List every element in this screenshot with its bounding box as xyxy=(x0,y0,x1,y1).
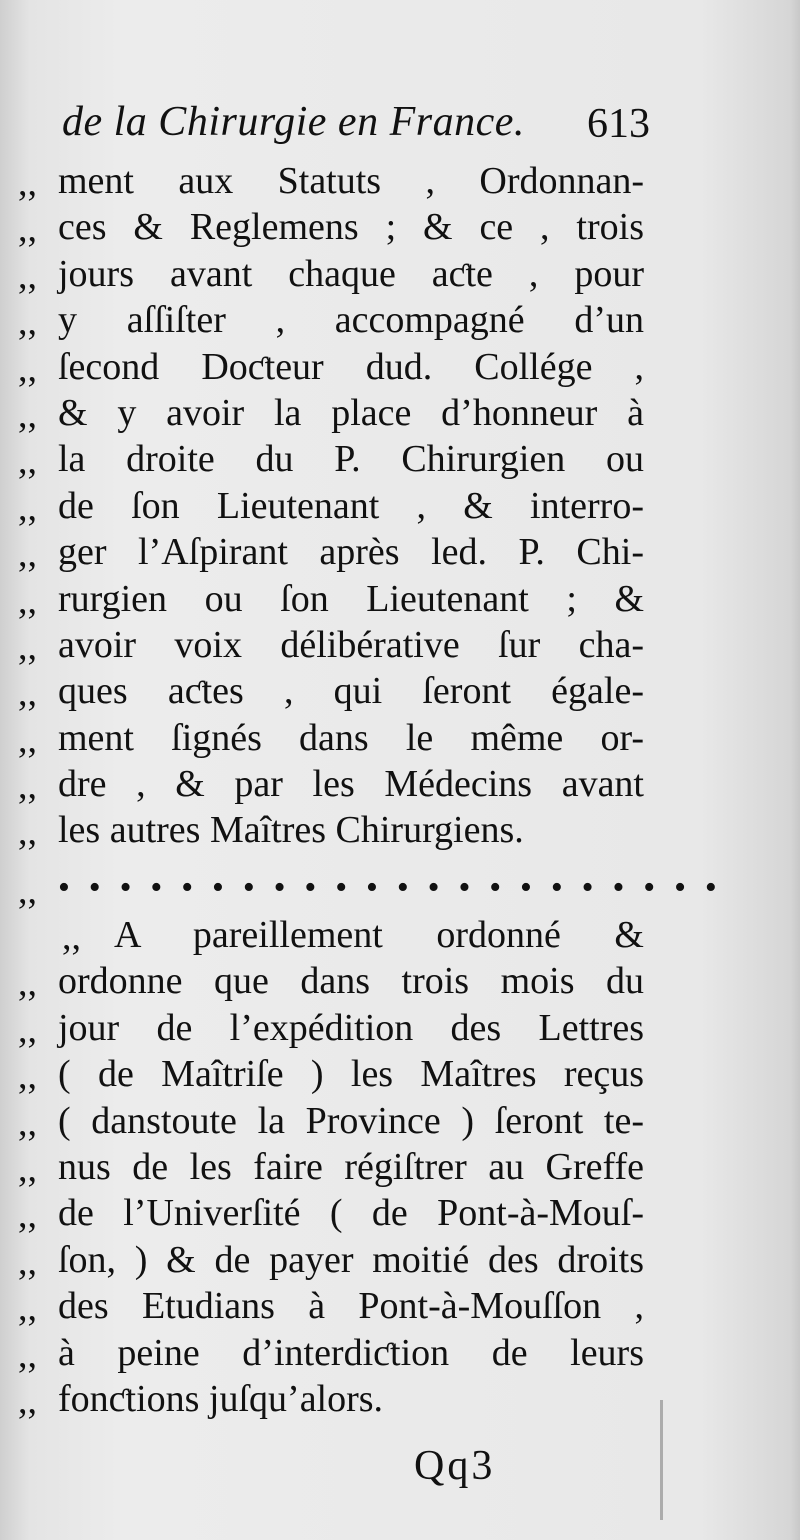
quote-mark: ,, xyxy=(18,625,37,668)
page-number: 613 xyxy=(587,101,650,147)
line-text: des Etudians à Pont-à-Mouſſon , xyxy=(58,1285,644,1328)
line-text: & y avoir la place d’honneur à xyxy=(58,391,644,434)
quote-mark: ,, xyxy=(18,440,37,483)
text-line xyxy=(18,158,644,204)
line-text: de ſon Lieutenant , & interro- xyxy=(58,484,644,527)
text-line xyxy=(18,529,644,575)
running-head xyxy=(62,98,650,158)
text-line xyxy=(18,204,644,250)
text-line xyxy=(18,344,644,390)
line-text: les autres Maîtres Chirurgiens. xyxy=(58,809,524,852)
page-edge-shadow xyxy=(620,1400,663,1520)
text-line xyxy=(18,297,644,343)
line-text: dre , & par les Médecins avant xyxy=(58,763,644,806)
line-text: ment ſignés dans le même or- xyxy=(58,716,644,759)
text-line xyxy=(18,1330,644,1376)
quote-mark: ,, xyxy=(18,962,37,1005)
quote-mark: ,, xyxy=(18,1379,37,1422)
line-text: rurgien ou ſon Lieutenant ; & xyxy=(58,577,644,620)
quote-mark: ,, xyxy=(18,1008,37,1051)
text-line xyxy=(18,1283,644,1329)
quote-mark: ,, xyxy=(18,301,37,344)
text-line xyxy=(18,715,644,761)
quote-mark: ,, xyxy=(18,718,37,761)
text-line xyxy=(18,912,644,958)
line-text: A pareillement ordonné & xyxy=(114,914,644,956)
line-text: de l’Univerſité ( de Pont-à-Mouſ- xyxy=(58,1192,644,1235)
text-line xyxy=(18,1237,644,1283)
line-text: nus de les faire régiſtrer au Greffe xyxy=(58,1145,644,1188)
line-text: ordonne que dans trois mois du xyxy=(58,960,644,1003)
quote-mark: ,, xyxy=(18,162,37,204)
quote-mark: ,, xyxy=(62,916,81,958)
line-text: ger l’Aſpirant après led. P. Chi- xyxy=(58,531,644,574)
quote-mark: ,, xyxy=(18,579,37,622)
quote-mark: ,, xyxy=(18,347,37,390)
text-line xyxy=(18,761,644,807)
quote-mark: ,, xyxy=(18,486,37,529)
quote-mark: ,, xyxy=(18,1147,37,1190)
text-line xyxy=(18,1098,644,1144)
ellipsis-line xyxy=(18,866,722,912)
text-line xyxy=(18,483,644,529)
line-text: jour de l’expédition des Lettres xyxy=(58,1006,644,1049)
text-line xyxy=(18,390,644,436)
text-line xyxy=(18,807,644,853)
line-text: fonƈtions juſqu’alors. xyxy=(58,1377,384,1420)
quote-mark: ,, xyxy=(18,1194,37,1237)
line-text: ment aux Statuts , Ordonnan- xyxy=(58,160,644,202)
running-head-title: de la Chirurgie en France. xyxy=(62,99,525,145)
text-line xyxy=(18,668,644,714)
quote-mark: ,, xyxy=(18,254,37,297)
signature-mark: Qq3 xyxy=(414,1443,496,1489)
line-text: y aſſiſter , accompagné d’un xyxy=(58,299,644,342)
text-line xyxy=(18,1376,644,1422)
text-line xyxy=(18,436,644,482)
quote-mark: ,, xyxy=(18,811,37,854)
quote-mark: ,, xyxy=(18,1287,37,1330)
line-text: ques aƈtes , qui ſeront égale- xyxy=(58,670,644,713)
quote-mark: ,, xyxy=(18,672,37,715)
text-line xyxy=(18,1144,644,1190)
text-line xyxy=(18,1190,644,1236)
quote-mark: ,, xyxy=(18,1333,37,1376)
text-line xyxy=(18,622,644,668)
line-text: ſon, ) & de payer moitié des droits xyxy=(58,1238,644,1281)
text-line xyxy=(18,251,644,297)
quote-mark: ,, xyxy=(18,1055,37,1098)
paragraph-2 xyxy=(18,912,644,1422)
quote-mark: ,, xyxy=(18,393,37,436)
line-text: à peine d’interdiƈtion de leurs xyxy=(58,1331,644,1374)
line-text: ( de Maîtriſe ) les Maîtres reçus xyxy=(58,1053,644,1096)
quote-mark: ,, xyxy=(18,765,37,808)
line-text: la droite du P. Chirurgien ou xyxy=(58,438,644,481)
line-text: ces & Reglemens ; & ce , trois xyxy=(58,206,644,249)
text-line xyxy=(18,1051,644,1097)
text-line xyxy=(18,1005,644,1051)
line-text: jours avant chaque aƈte , pour xyxy=(58,252,644,295)
text-line xyxy=(18,576,644,622)
quote-mark: ,, xyxy=(18,533,37,576)
line-text: avoir voix délibérative ſur cha- xyxy=(58,623,644,666)
line-text: ſecond Doƈteur dud. Collége , xyxy=(58,345,644,388)
paragraph-1 xyxy=(18,158,644,854)
ellipsis-dots: • • • • • • • • • • • • • • • • • • • • • • xyxy=(58,869,722,906)
quote-mark: ,, xyxy=(18,208,37,251)
quote-mark: ,, xyxy=(18,870,37,912)
text-line xyxy=(18,958,644,1004)
line-text: ( danstoute la Province ) ſeront te- xyxy=(58,1099,644,1142)
quote-mark: ,, xyxy=(18,1240,37,1283)
quote-mark: ,, xyxy=(18,1101,37,1144)
